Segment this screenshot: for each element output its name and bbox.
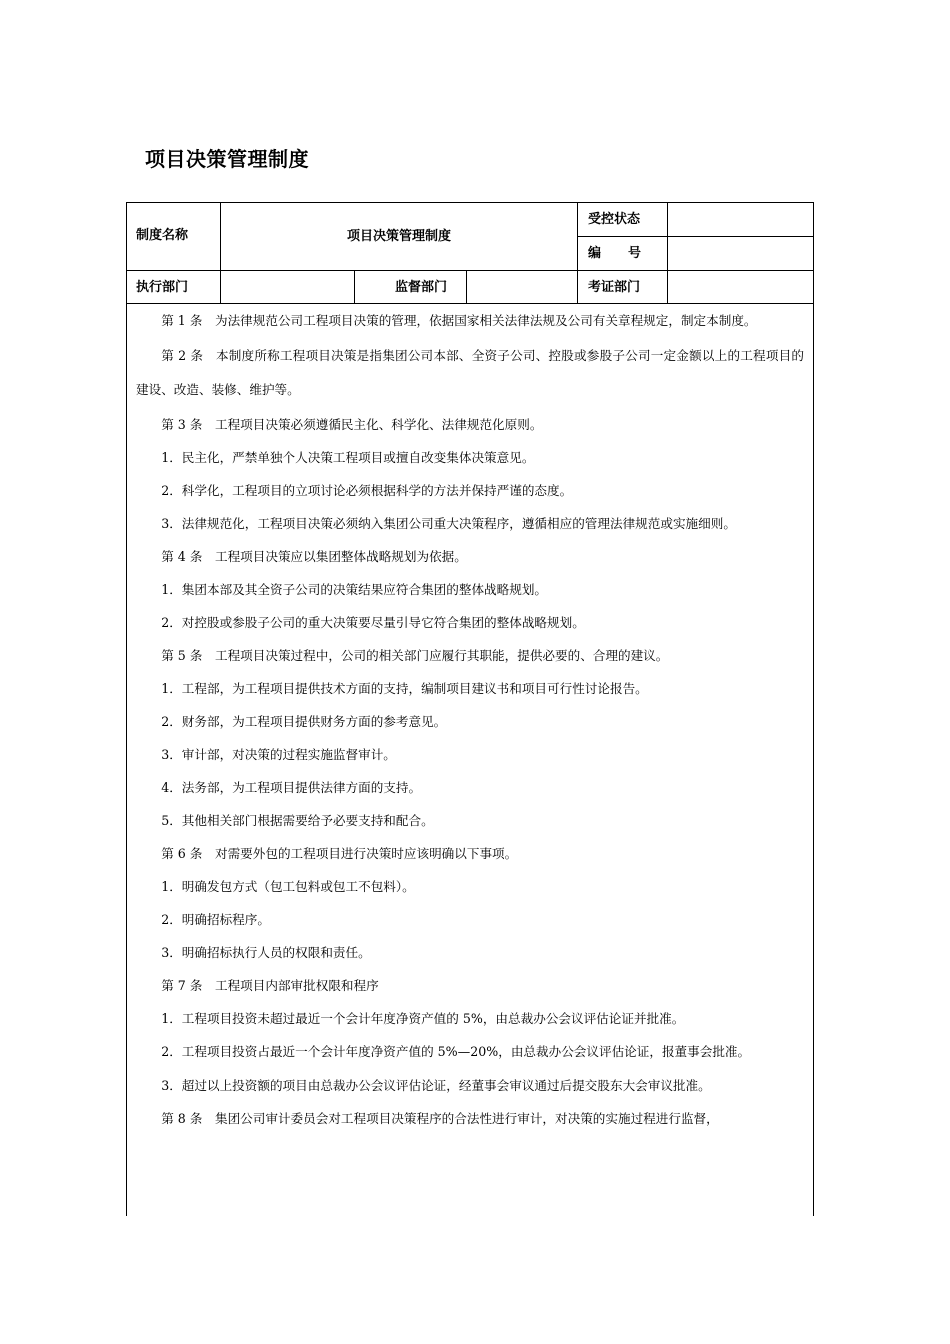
clause-paragraph: 4．法务部，为工程项目提供法律方面的支持。 <box>161 779 422 795</box>
divider <box>127 270 813 271</box>
article-paragraph: 第 2 条 本制度所称工程项目决策是指集团公司本部、全资子公司、控股或参股子公司一定金额以上的工程项目的建设、改造、装修、维护等。 <box>136 347 804 397</box>
clause-paragraph: 1．工程项目投资未超过最近一个会计年度净资产值的 5%，由总裁办公会议评估论证并批准。 <box>161 1010 685 1026</box>
article-paragraph: 第 3 条 工程项目决策必须遵循民主化、科学化、法律规范化原则。 <box>161 416 543 432</box>
exec-dept-label: 执行部门 <box>136 280 189 295</box>
article-paragraph: 第 4 条 工程项目决策应以集团整体战略规划为依据。 <box>161 548 467 564</box>
clause-paragraph: 2．科学化，工程项目的立项讨论必须根据科学的方法并保持严谨的态度。 <box>161 482 573 498</box>
clause-paragraph: 2．工程项目投资占最近一个会计年度净资产值的 5%—20%，由总裁办公会议评估论证，报董事会批准。 <box>161 1043 751 1059</box>
divider <box>577 236 813 237</box>
page-title: 项目决策管理制度 <box>145 147 309 171</box>
number-label: 编 号 <box>588 246 648 261</box>
clause-paragraph: 1．集团本部及其全资子公司的决策结果应符合集团的整体战略规划。 <box>161 581 548 597</box>
article-paragraph: 第 7 条 工程项目内部审批权限和程序 <box>161 977 379 993</box>
clause-paragraph: 2．对控股或参股子公司的重大决策要尽量引导它符合集团的整体战略规划。 <box>161 614 585 630</box>
supervise-dept-label: 监督部门 <box>395 280 448 295</box>
header-table <box>127 203 813 303</box>
name-value: 项目决策管理制度 <box>346 229 451 244</box>
clause-paragraph: 3．法律规范化，工程项目决策必须纳入集团公司重大决策程序，遵循相应的管理法律规范或实施细则。 <box>161 515 736 531</box>
divider <box>577 203 578 303</box>
regulation-form <box>126 202 814 1216</box>
article-paragraph: 第 5 条 工程项目决策过程中，公司的相关部门应履行其职能，提供必要的、合理的建议。 <box>161 647 669 663</box>
divider <box>220 203 221 303</box>
clause-paragraph: 1．民主化，严禁单独个人决策工程项目或擅自改变集体决策意见。 <box>161 449 535 465</box>
clause-paragraph: 2．明确招标程序。 <box>161 911 270 927</box>
article-paragraph: 第 8 条 集团公司审计委员会对工程项目决策程序的合法性进行审计，对决策的实施过程进行监督， <box>161 1111 719 1126</box>
divider <box>667 203 668 303</box>
regulation-body <box>127 304 813 1135</box>
article-paragraph: 第 1 条 为法律规范公司工程项目决策的管理，依据国家相关法律法规及公司有关章程规定，制定本制度。 <box>161 313 757 328</box>
clause-paragraph: 1．明确发包方式（包工包料或包工不包料）。 <box>161 878 415 894</box>
divider <box>354 270 355 303</box>
assess-dept-label: 考证部门 <box>588 280 641 295</box>
clause-paragraph: 3．明确招标执行人员的权限和责任。 <box>161 944 371 960</box>
clause-paragraph: 3．超过以上投资额的项目由总裁办公会议评估论证，经董事会审议通过后提交股东大会审议批准。 <box>161 1078 711 1093</box>
clause-paragraph: 3．审计部，对决策的过程实施监督审计。 <box>161 746 396 762</box>
clause-paragraph: 1．工程部，为工程项目提供技术方面的支持，编制项目建议书和项目可行性讨论报告。 <box>161 680 648 696</box>
name-label: 制度名称 <box>136 228 189 243</box>
divider <box>466 270 467 303</box>
control-status-label: 受控状态 <box>588 212 641 227</box>
clause-paragraph: 5．其他相关部门根据需要给予必要支持和配合。 <box>161 812 434 828</box>
clause-paragraph: 2．财务部，为工程项目提供财务方面的参考意见。 <box>161 713 447 729</box>
article-paragraph: 第 6 条 对需要外包的工程项目进行决策时应该明确以下事项。 <box>161 845 518 861</box>
